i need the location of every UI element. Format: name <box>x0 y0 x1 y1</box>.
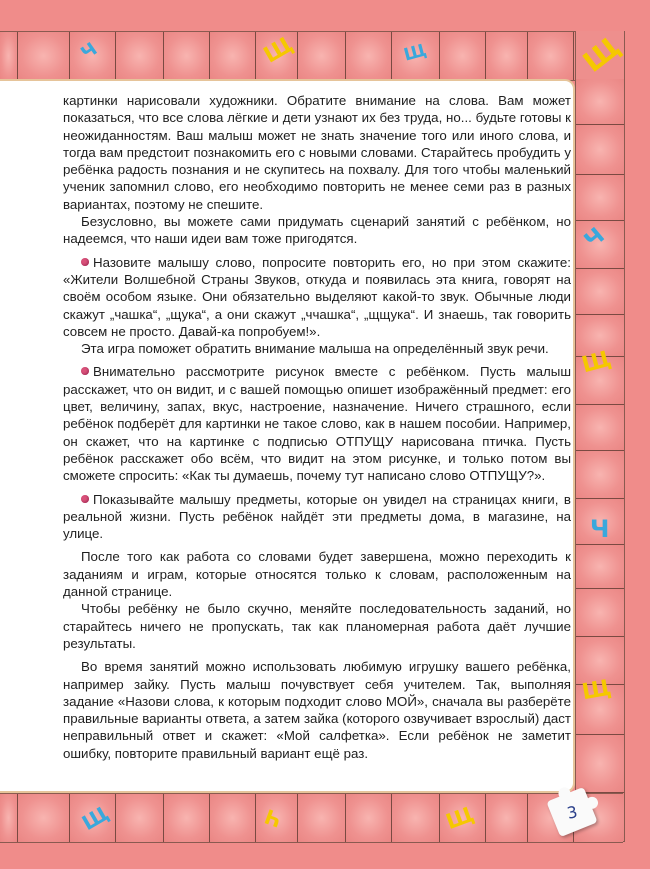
bullet-dot-icon <box>81 495 89 503</box>
letter-ch-icon: Ч <box>580 223 610 254</box>
paragraph: картинки нарисовали художники. Обратите внимание на слова. Вам может показаться, что все слова лёгкие и дети узнают их без труда, но... будьте готовы к неожиданностям. Ваш малыш может не знать значение того или иного слова, и тогда вам предстоит познакомить его с новыми словами. Старайтесь пробудить у ребёнка радость познания и не скупитесь на похвалу. Для того чтобы маленький ученик запомнил слово, его необходимо повторить не менее семи раз в разных вариантах, поэтому не спешите. <box>63 93 571 212</box>
page-number: 3 <box>565 801 579 823</box>
letter-ch-icon: Ч <box>77 38 102 65</box>
letter-shch-icon: Щ <box>259 32 298 69</box>
letter-shch-icon: Щ <box>77 800 113 836</box>
bullet-item: Внимательно рассмотрите рисунок вместе с ребёнком. Пусть малыш расскажет, что он видит, и с вашей помощью опишет изображённый предмет: его цвет, величину, запах, вкус, настроение, назначение. Ничего страшного, если ребёнок подберёт для картинки не такое слово, как в нашем пособии. Например, он скажет, что на картинке с подписью ОТПУЩУ нарисована птичка. Пусть ребёнок расскажет обо всём, что видит на этом рисунке, и только потом вы сможете спросить: «Как ты думаешь, почему тут написано слово ОТПУЩУ?». <box>63 364 571 484</box>
paragraph: Во время занятий можно использовать любимую игрушку вашего ребёнка, например зайку. Пусть малыш почувствует себя учителем. Так, выполняя задание «Назови слова, к которым подходит слово МОЙ», сначала вы разберёте правильные варианты ответа, а затем зайка (которого озвучивает взрослый) даст неправильный ответ и скажет: «Мой салфетка». Если ребёнок не заметит ошибку, повторите правильный вариант ещё раз. <box>63 659 571 761</box>
letter-ch-icon: Ч <box>261 803 285 833</box>
page-body <box>63 92 571 762</box>
letter-shch-icon: Щ <box>442 801 478 835</box>
letter-ch-icon: Ч <box>590 515 610 543</box>
bullet-dot-icon <box>81 367 89 375</box>
bullet-dot-icon <box>81 258 89 266</box>
letter-shch-icon: Щ <box>576 30 627 79</box>
bullet-item: Назовите малышу слово, попросите повторить его, но при этом скажите: «Жители Волшебной Страны Звуков, откуда и появилась эта книга, говорят на своём особом языке. Они обязательно выделяют какой-то звук. Обычные люди скажут „чашка“, „щука“, а они скажут „ччашка“, „щщука“. И знаешь, так говорить совсем не просто. Давай-ка попробуем!». <box>63 254 571 339</box>
letter-shch-icon: Щ <box>401 40 429 66</box>
paragraph: После того как работа со словами будет завершена, можно переходить к заданиям и играм, которые относятся только к словам, расположенным на данной странице. <box>63 549 571 600</box>
paragraph: Чтобы ребёнку не было скучно, меняйте последовательность заданий, но старайтесь ничего не пропускать, так как планомерная работа даёт лучшие результаты. <box>63 601 571 651</box>
bullet-item: Показывайте малышу предметы, которые он увидел на страницах книги, в реальной жизни. Пусть ребёнок найдёт эти предметы дома, в магазине, на улице. <box>63 491 571 542</box>
puzzle-border-right <box>575 31 625 842</box>
paragraph: Безусловно, вы можете сами придумать сценарий занятий с ребёнком, но надеемся, что наши идеи вам тоже пригодятся. <box>63 214 571 247</box>
paragraph: Эта игра поможет обратить внимание малыша на определённый звук речи. <box>81 341 549 357</box>
letter-shch-icon: Щ <box>579 346 614 379</box>
letter-shch-icon: Щ <box>580 675 614 706</box>
